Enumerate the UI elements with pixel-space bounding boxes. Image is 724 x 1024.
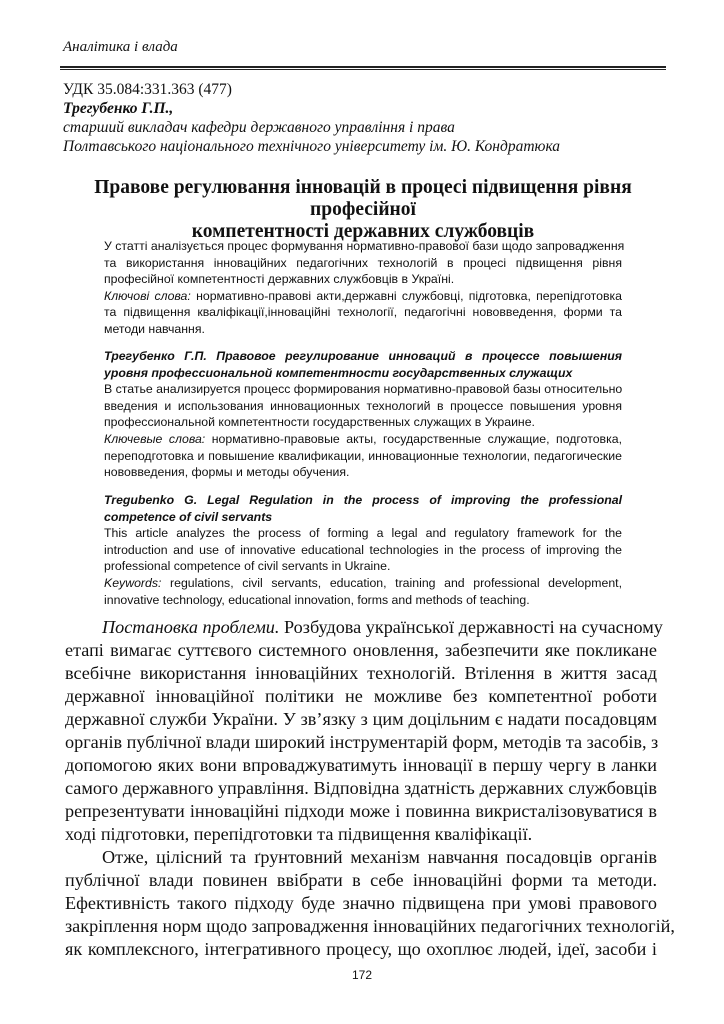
text-line — [104, 398, 622, 415]
line-text: профессиональной компетентности государственных служащих в Украине. — [104, 415, 535, 430]
body-text — [65, 616, 675, 961]
line-text: етапі вимагає суттєвого системного оновлення, забезпечити яке покликане — [65, 640, 657, 660]
line-text: переподготовка и повышение квалификации, инновационные технологии, педагогические — [104, 448, 622, 463]
text-line — [104, 381, 622, 398]
article-meta — [63, 80, 560, 156]
line-text: державної служби України. У зв’язку з цим доцільним є надати посадовцям — [65, 709, 657, 729]
line-text: Розбудова української державності на сучасному — [279, 617, 663, 637]
line-text: нормативно-правовые акты, государственные служащие, подготовка, — [205, 431, 622, 446]
running-head: Аналітика і влада — [63, 39, 178, 55]
line-text: публічної влади повинен ввібрати в себе інноваційні форми та методи. — [65, 870, 657, 890]
header-divider — [60, 66, 666, 70]
text-line — [65, 731, 657, 754]
line-text: державної інноваційної політики не можливе без компетентної роботи — [65, 686, 657, 706]
text-line — [65, 708, 657, 731]
text-line — [65, 754, 657, 777]
line-text: нововведения, формы и методы обучения. — [104, 465, 350, 480]
article-title — [60, 177, 666, 243]
italic-lead: Ключевые слова: — [104, 431, 206, 446]
text-line — [65, 777, 657, 800]
heading-text: Tregubenko G. Legal Regulation in the process of improving the professional — [104, 493, 622, 507]
line-text: ході підготовки, перепідготовки та підвищення кваліфікації. — [65, 824, 533, 844]
italic-lead: Постановка проблеми. — [102, 617, 280, 637]
author-name: Трегубенко Г.П., — [63, 100, 174, 117]
line-text: та використання інноваційних педагогічних технологій в процесі підвищення рівня — [104, 255, 622, 270]
line-text: введения и использования инновационных технологий в процессе повышения уровня — [104, 398, 622, 413]
text-line — [104, 348, 622, 365]
text-line — [104, 558, 622, 575]
line-text: В статье анализируется процесс формирования нормативно-правовой базы относительно — [104, 382, 623, 397]
italic-lead: Keywords: — [104, 575, 162, 590]
line-text: regulations, civil servants, education, training and professional development, — [161, 575, 622, 590]
line-text: професійної компетентності державних службовців в Україні. — [104, 272, 455, 287]
text-line — [65, 938, 657, 961]
line-text: innovative technology, educational innovation, forms and methods of teaching. — [104, 592, 530, 607]
author-affiliation: Полтавського національного технічного університету ім. Ю. Кондратюка — [63, 138, 561, 155]
heading-text: уровня профессиональной компетентности государственных служащих — [104, 365, 573, 380]
line-text: introduction and use of innovative educational technologies in the process of improving the — [104, 542, 622, 557]
text-line — [65, 846, 657, 869]
line-text: У статті аналізується процес формування нормативно-правової бази щодо запровадження — [104, 239, 625, 253]
text-line — [104, 271, 622, 288]
page-number: 172 — [351, 968, 373, 982]
text-line — [104, 509, 622, 526]
text-line — [65, 685, 657, 708]
text-line — [104, 525, 622, 542]
abstract-ukrainian — [104, 238, 625, 338]
line-text: самого державного управління. Відповідна здатність державних службовців — [65, 778, 657, 798]
text-line — [65, 616, 663, 639]
text-line — [104, 304, 622, 321]
line-text: нормативно-правові акти,державні службовці, підготовка, перепідготовка — [190, 288, 622, 303]
author-position: старший викладач кафедри державного управління і права — [63, 119, 455, 136]
text-line — [65, 869, 657, 892]
text-line — [65, 892, 657, 915]
line-text: This article analyzes the process of forming a legal and regulatory framework for the — [104, 526, 622, 541]
italic-lead: Ключові слова: — [104, 288, 191, 303]
line-text: Отже, цілісний та ґрунтовний механізм навчання посадовців органів — [102, 847, 657, 867]
line-text: та підвищення кваліфікації,інноваційні технології, педагогічні нововведення, форми та — [104, 305, 622, 320]
text-line — [65, 915, 675, 938]
text-line — [104, 431, 622, 448]
heading-text: Трегубенко Г.П. Правовое регулирование инноваций в процессе повышения — [104, 349, 622, 363]
line-text: professional competence of civil servants in Ukraine. — [104, 559, 391, 574]
text-line — [104, 321, 622, 338]
text-line — [65, 800, 657, 823]
heading-text: competence of civil servants — [104, 509, 273, 524]
text-line — [104, 492, 622, 509]
title-line: компетентності державних службовців — [191, 221, 535, 242]
text-line — [104, 575, 622, 592]
line-text: методи навчання. — [104, 321, 205, 336]
text-line — [104, 592, 622, 609]
line-text: репрезентувати інноваційні підходи може і повинна викристалізовуватися в — [65, 801, 657, 821]
text-line — [104, 542, 622, 559]
title-line: Правове регулювання інновацій в процесі підвищення рівня професійної — [94, 177, 632, 220]
line-text: органів публічної влади широкий інструментарій форм, методів та засобів, з — [65, 732, 659, 752]
text-line — [65, 639, 657, 662]
line-text: Ефективність такого підходу буде значно підвищена при умові правового — [65, 893, 657, 913]
text-line — [65, 662, 657, 685]
text-line — [104, 365, 622, 382]
text-line — [104, 255, 622, 272]
line-text: як комплексного, інтегративного процесу, що охоплює людей, ідеї, засоби і — [65, 939, 657, 959]
text-line — [104, 464, 622, 481]
line-text: допомогою яких вони впроваджуватимуть інновації в першу чергу в ланки — [65, 755, 657, 775]
udk-code: УДК 35.084:331.363 (477) — [63, 81, 232, 98]
line-text: всебічне використання інноваційних технологій. Втілення в життя засад — [65, 663, 657, 683]
text-line — [104, 238, 625, 255]
text-line — [104, 448, 622, 465]
text-line — [104, 414, 622, 431]
text-line — [65, 823, 657, 846]
text-line — [104, 288, 622, 305]
abstract-english — [104, 492, 622, 608]
abstract-russian — [104, 348, 622, 481]
line-text: закріплення норм щодо запровадження інноваційних педагогічних технологій, — [65, 916, 675, 936]
